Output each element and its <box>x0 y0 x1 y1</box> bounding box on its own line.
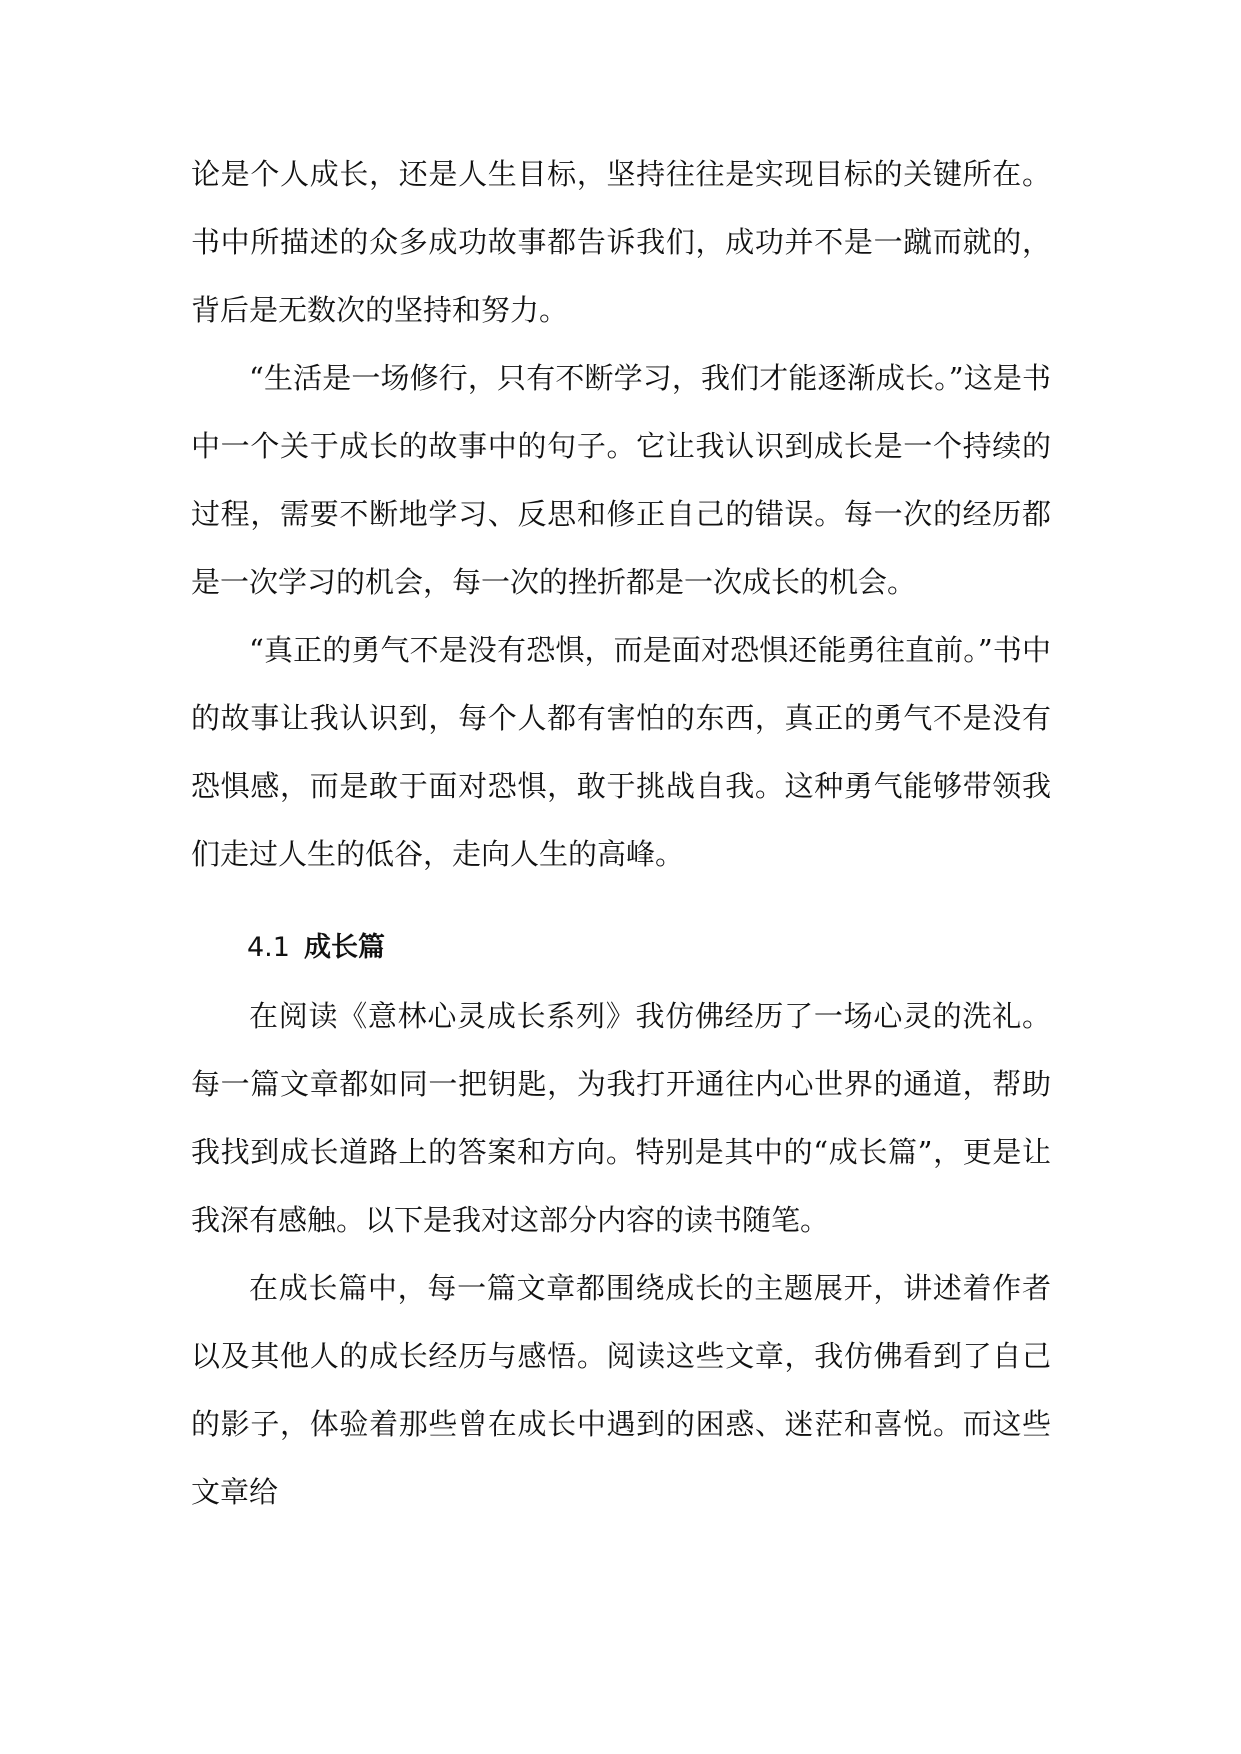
document-body <box>191 140 1051 1526</box>
paragraph-continued: 论是个人成长，还是人生目标，坚持往往是实现目标的关键所在。书中所描述的众多成功故事都告诉我们，成功并不是一蹴而就的，背后是无数次的坚持和努力。 <box>191 157 1051 327</box>
paragraph-growth-articles: 在成长篇中，每一篇文章都围绕成长的主题展开，讲述着作者以及其他人的成长经历与感悟。阅读这些文章，我仿佛看到了自己的影子，体验着那些曾在成长中遇到的困惑、迷茫和喜悦。而这些文章给 <box>191 1271 1051 1509</box>
paragraph-courage-quote: “真正的勇气不是没有恐惧，而是面对恐惧还能勇往直前。”书中的故事让我认识到，每个人都有害怕的东西，真正的勇气不是没有恐惧感，而是敢于面对恐惧，敢于挑战自我。这种勇气能够带领我们走过人生的低谷，走向人生的高峰。 <box>191 633 1051 871</box>
section-title: 成长篇 <box>303 932 385 963</box>
paragraph-growth-quote: “生活是一场修行，只有不断学习，我们才能逐渐成长。”这是书中一个关于成长的故事中的句子。它让我认识到成长是一个持续的过程，需要不断地学习、反思和修正自己的错误。每一次的经历都是一次学习的机会，每一次的挫折都是一次成长的机会。 <box>191 361 1051 599</box>
section-number: 4.1 <box>247 932 290 963</box>
paragraph-reading-intro: 在阅读《意林心灵成长系列》我仿佛经历了一场心灵的洗礼。每一篇文章都如同一把钥匙，为我打开通往内心世界的通道，帮助我找到成长道路上的答案和方向。特别是其中的“成长篇”，更是让我深有感触。以下是我对这部分内容的读书随笔。 <box>191 999 1051 1237</box>
section-heading <box>191 914 1051 982</box>
